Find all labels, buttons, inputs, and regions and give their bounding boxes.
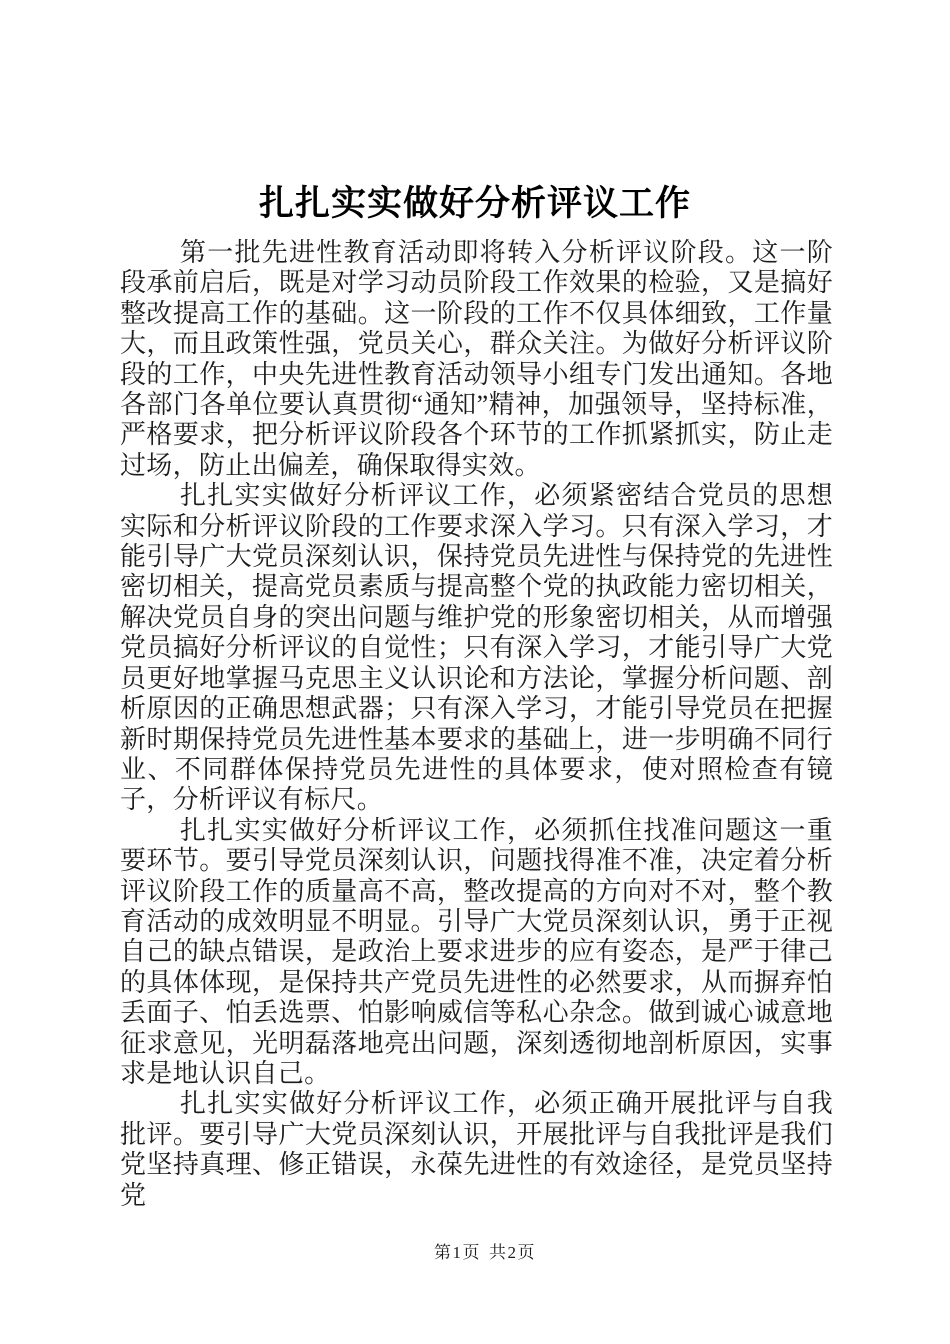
document-title: 扎扎实实做好分析评议工作 [258,184,691,223]
page-total-label: 共2页 [489,1243,536,1262]
page-number-label: 第1页 [434,1243,481,1262]
document-body [120,238,833,1211]
paragraph: 扎扎实实做好分析评议工作，必须抓住找准问题这一重要环节。要引导党员深刻认识，问题找得准不准，决定着分析评议阶段工作的质量高不高，整改提高的方向对不对，整个教育活动的成效明显不明显。引导广大党员深刻认识，勇于正视自己的缺点错误，是政治上要求进步的应有姿态，是严于律己的具体体现，是保持共产党员先进性的必然要求，从而摒弃怕丢面子、怕丢选票、怕影响威信等私心杂念。做到诚心诚意地征求意见，光明磊落地亮出问题，深刻透彻地剖析原因，实事求是地认识自己。 [120,815,833,1088]
paragraph: 扎扎实实做好分析评议工作，必须正确开展批评与自我批评。要引导广大党员深刻认识，开展批评与自我批评是我们党坚持真理、修正错误，永葆先进性的有效途径，是党员坚持党 [120,1089,833,1210]
paragraph: 扎扎实实做好分析评议工作，必须紧密结合党员的思想实际和分析评议阶段的工作要求深入学习。只有深入学习，才能引导广大党员深刻认识，保持党员先进性与保持党的先进性密切相关，提高党员素质与提高整个党的执政能力密切相关，解决党员自身的突出问题与维护党的形象密切相关，从而增强党员搞好分析评议的自觉性；只有深入学习，才能引导广大党员更好地掌握马克思主义认识论和方法论，掌握分析问题、剖析原因的正确思想武器；只有深入学习，才能引导党员在把握新时期保持党员先进性基本要求的基础上，进一步明确不同行业、不同群体保持党员先进性的具体要求，使对照检查有镜子，分析评议有标尺。 [120,481,833,815]
paragraph: 第一批先进性教育活动即将转入分析评议阶段。这一阶段承前启后，既是对学习动员阶段工作效果的检验，又是搞好整改提高工作的基础。这一阶段的工作不仅具体细致，工作量大，而且政策性强，党员关心，群众关注。为做好分析评议阶段的工作，中央先进性教育活动领导小组专门发出通知。各地各部门各单位要认真贯彻“通知”精神，加强领导，坚持标准，严格要求，把分析评议阶段各个环节的工作抓紧抓实，防止走过场，防止出偏差，确保取得实效。 [120,238,833,480]
page-footer [434,1243,536,1263]
